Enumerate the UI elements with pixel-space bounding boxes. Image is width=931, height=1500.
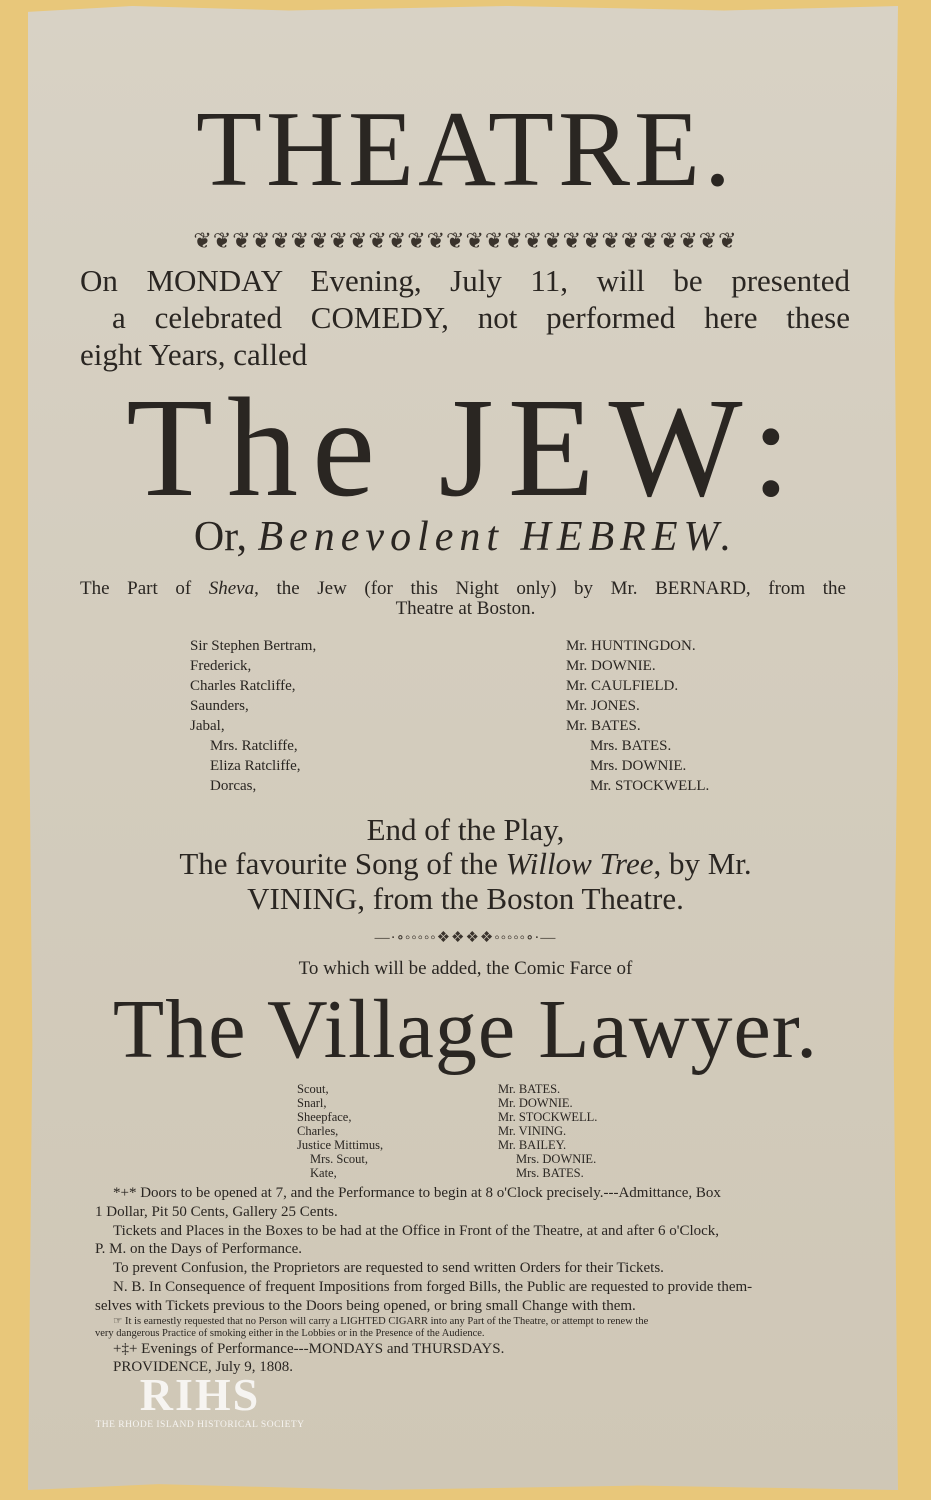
part-note-a: The Part of xyxy=(80,578,209,599)
note-tickets: Tickets and Places in the Boxes to be had at the Office in Front of the Theatre, at and after 6 o'Clock, xyxy=(113,1222,720,1239)
cast-actor: Mrs. BATES. xyxy=(590,738,672,754)
cast-role: Kate, xyxy=(310,1166,337,1180)
watermark xyxy=(80,1370,320,1430)
cast-role: Snarl, xyxy=(297,1096,327,1110)
notes-block xyxy=(95,1184,855,1377)
note-place: PROVIDENCE, July 9, 1808. xyxy=(113,1359,294,1376)
end-line-2-b: , by Mr. xyxy=(653,846,752,881)
play-title: The JEW: xyxy=(126,368,805,526)
cast-actor: Mr. CAULFIELD. xyxy=(566,678,679,694)
part-note-line-2: Theatre at Boston. xyxy=(395,598,536,619)
note-tickets-2: P. M. on the Days of Performance. xyxy=(95,1241,303,1258)
part-note-line-1 xyxy=(80,578,846,600)
note-evenings: +‡+ Evenings of Performance---MONDAYS and THURSDAYS. xyxy=(113,1340,505,1357)
cast-role: Eliza Ratcliffe, xyxy=(210,758,301,774)
cast-role: Charles, xyxy=(297,1124,339,1138)
cast-actor: Mr. DOWNIE. xyxy=(566,658,656,674)
part-note-b: , the Jew (for this Night only) by Mr. BERNARD, from the xyxy=(254,578,846,599)
part-note-sheva: Sheva xyxy=(208,578,255,599)
note-doors-2: 1 Dollar, Pit 50 Cents, Gallery 25 Cents. xyxy=(95,1203,338,1220)
end-line-2 xyxy=(0,846,931,882)
intro-line-3: eight Years, called xyxy=(80,337,308,372)
cast-role: Charles Ratcliffe, xyxy=(190,678,296,694)
cast-actor: Mr. STOCKWELL. xyxy=(498,1110,598,1124)
end-line-3: VINING, from the Boston Theatre. xyxy=(247,881,684,916)
cast-actor: Mr. BATES. xyxy=(566,718,641,734)
cast-actor: Mrs. DOWNIE. xyxy=(516,1152,597,1166)
cast-role: Mrs. Ratcliffe, xyxy=(210,738,298,754)
watermark-logo: RIHS xyxy=(139,1369,261,1420)
subtitle-italic: Benevolent HEBREW. xyxy=(257,514,738,560)
cast-actor: Mr. JONES. xyxy=(566,698,640,714)
farce-title: The Village Lawyer. xyxy=(112,983,819,1076)
cast-actor: Mr. VINING. xyxy=(498,1124,567,1138)
ornament-divider-2: —·∘◦◦◦◦◦❖❖❖❖◦◦◦◦◦∘·— xyxy=(374,930,557,946)
cast-actor: Mr. BAILEY. xyxy=(498,1138,567,1152)
cast-role: Dorcas, xyxy=(210,778,257,794)
cast-role: Scout, xyxy=(297,1082,329,1096)
cast-role: Jabal, xyxy=(190,718,225,734)
end-line-1: End of the Play, xyxy=(366,812,565,847)
cast-role: Justice Mittimus, xyxy=(297,1138,384,1152)
cast-role: Mrs. Scout, xyxy=(310,1152,368,1166)
cast-actor: Mrs. BATES. xyxy=(516,1166,584,1180)
cast-actor: Mr. STOCKWELL. xyxy=(590,778,710,794)
note-nb: N. B. In Consequence of frequent Impositions from forged Bills, the Public are requested to provide them- xyxy=(113,1278,753,1295)
cast-role: Saunders, xyxy=(190,698,249,714)
cast-role: Frederick, xyxy=(190,658,252,674)
note-nb-2: selves with Tickets previous to the Doors being opened, or bring small Change with them. xyxy=(95,1297,636,1314)
play-subtitle xyxy=(0,512,931,562)
note-doors: *+* Doors to be opened at 7, and the Performance to begin at 8 o'Clock precisely.---Admittance, Box xyxy=(113,1185,721,1201)
note-cigar-2: very dangerous Practice of smoking either in the Lobbies or in the Presence of the Audience. xyxy=(95,1327,485,1339)
added-line: To which will be added, the Comic Farce of xyxy=(298,958,633,979)
watermark-name: THE RHODE ISLAND HISTORICAL SOCIETY xyxy=(95,1420,305,1430)
cast-actor: Mr. BATES. xyxy=(498,1082,561,1096)
page-title: THEATRE. xyxy=(196,90,735,209)
intro-line-1: On MONDAY Evening, July 11, will be presented xyxy=(80,263,850,298)
note-confusion: To prevent Confusion, the Proprietors are requested to send written Orders for their Tickets. xyxy=(113,1260,664,1277)
cast-role: Sheepface, xyxy=(297,1110,352,1124)
cast-actor: Mr. DOWNIE. xyxy=(498,1096,573,1110)
end-willow-tree: Willow Tree xyxy=(505,846,654,881)
subtitle-prefix: Or, xyxy=(193,514,247,560)
cast-actor: Mr. HUNTINGDON. xyxy=(566,638,696,654)
cast-actor: Mrs. DOWNIE. xyxy=(590,758,687,774)
note-cigar: ☞ It is earnestly requested that no Person will carry a LIGHTED CIGARR into any Part of the Theatre, or attempt to renew the xyxy=(113,1315,649,1327)
intro-line-2: a celebrated COMEDY, not performed here these xyxy=(112,300,850,335)
end-line-2-a: The favourite Song of the xyxy=(179,846,506,881)
ornament-divider: ❦❦❦❦❦❦❦❦❦❦❦❦❦❦❦❦❦❦❦❦❦❦❦❦❦❦❦❦ xyxy=(193,228,738,253)
cast-role: Sir Stephen Bertram, xyxy=(190,638,317,654)
